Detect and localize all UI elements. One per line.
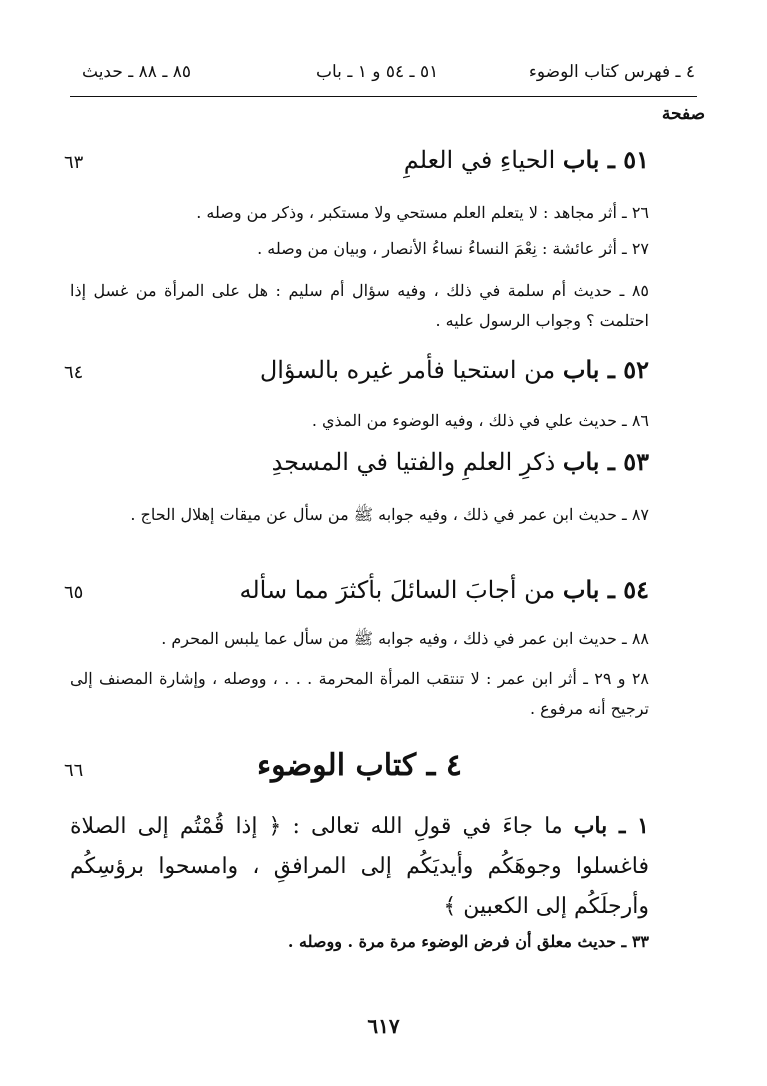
entry-88: ٨٨ ـ حديث ابن عمر في ذلك ، وفيه جوابه ﷺ من سأل عما يلبس المحرم . [161, 629, 649, 648]
bab-title: ذكرِ العلمِ والفتيا في المسجدِ [271, 448, 556, 476]
entry-28-29: ٢٨ و ٢٩ ـ أثر ابن عمر : لا تنتقب المرأة المحرمة . . . ، ووصله ، وإشارة المصنف إلى ترجيح أنه مرفوع . [70, 669, 650, 718]
page-number-chapter-4: ٦٦ [64, 760, 84, 781]
chapter-bab-1 [70, 806, 649, 927]
bab-label: ١ ـ باب [573, 813, 649, 839]
entry-33: ٣٣ ـ حديث معلق أن فرض الوضوء مرة مرة . ووصله . [287, 932, 649, 951]
section-53-heading [180, 447, 649, 476]
bab-label: ٥٤ ـ باب [562, 575, 649, 604]
section-51-heading [180, 145, 649, 174]
page-number-51: ٦٣ [64, 152, 84, 173]
entry-86: ٨٦ ـ حديث علي في ذلك ، وفيه الوضوء من المذي . [311, 411, 649, 430]
running-header-center: ٥١ ـ ٥٤ و ١ ـ باب [316, 62, 439, 82]
page-column-label: صفحة [661, 104, 705, 124]
bab-label: ٥٢ ـ باب [562, 355, 649, 384]
bab-label: ٥٣ ـ باب [562, 447, 649, 476]
entry-27: ٢٧ ـ أثر عائشة : نِعْمَ النساءُ نساءُ الأنصار ، وبيان من وصله . [257, 239, 649, 258]
folio-page-number: ٦١٧ [367, 1014, 400, 1038]
page-number-52: ٦٤ [64, 362, 84, 383]
bab-text: ما جاءَ في قولِ الله تعالى : ﴿ إذا قُمْتُم إلى الصلاة فاغسلوا وجوهَكُم وأيديَكُم إلى المرافقِ ، وامسحوا برؤسِكُم وأرجلَكُم إلى الكعبين ﴾ [70, 814, 649, 919]
page-number-54: ٦٥ [64, 582, 84, 603]
header-rule [70, 96, 697, 97]
bab-title: الحياءِ في العلمِ [403, 146, 556, 174]
bab-title: من استحيا فأمر غيره بالسؤال [259, 356, 556, 384]
entry-26: ٢٦ ـ أثر مجاهد : لا يتعلم العلم مستحي ولا مستكبر ، وذكر من وصله . [196, 203, 649, 222]
entry-87: ٨٧ ـ حديث ابن عمر في ذلك ، وفيه جوابه ﷺ من سأل عن ميقات إهلال الحاج . [130, 505, 649, 524]
bab-label: ٥١ ـ باب [562, 145, 649, 174]
section-54-heading [180, 575, 649, 604]
chapter-heading: ٤ ـ كتاب الوضوء [256, 748, 463, 783]
running-header-right: ٤ ـ فهرس كتاب الوضوء [528, 62, 695, 82]
section-52-heading [180, 355, 649, 384]
running-header-left: ٨٥ ـ ٨٨ ـ حديث [82, 62, 191, 82]
bab-title: من أجابَ السائلَ بأكثرَ مما سأله [239, 576, 556, 604]
entry-85: ٨٥ ـ حديث أم سلمة في ذلك ، وفيه سؤال أم سليم : هل على المرأة من غسل إذا احتلمت ؟ وجواب الرسول عليه . [70, 281, 649, 330]
